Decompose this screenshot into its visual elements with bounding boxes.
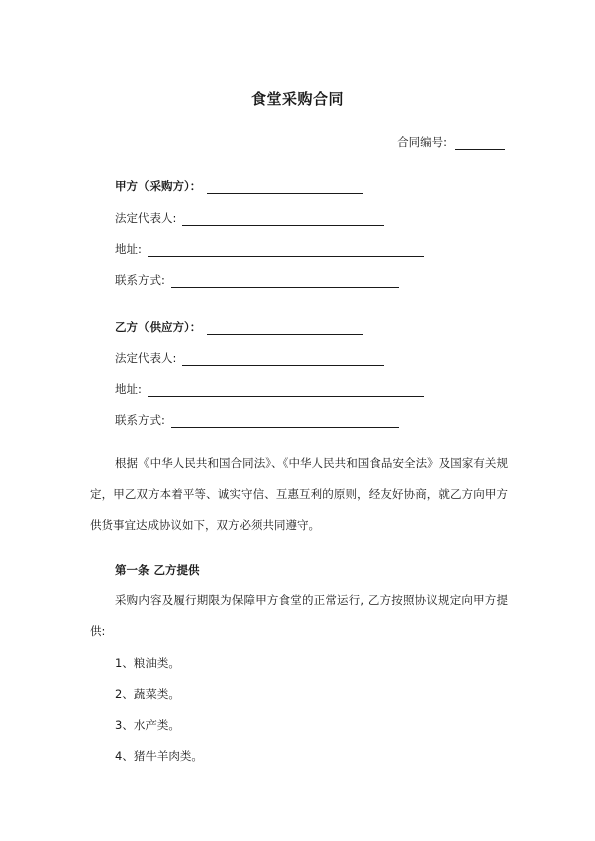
party-a-address	[115, 241, 424, 257]
party-b-address-label: 地址:	[115, 382, 142, 396]
party-a-heading: 甲方（采购方）：	[115, 179, 202, 193]
party-b-contact-blank[interactable]	[171, 415, 399, 428]
party-b-rep-label: 法定代表人:	[115, 351, 177, 365]
party-a-representative	[115, 210, 384, 226]
party-a-rep-blank[interactable]	[182, 213, 384, 226]
article-1-intro: 采购内容及履行期限为保障甲方食堂的正常运行, 乙方按照协议规定向甲方提供:	[90, 593, 508, 638]
list-item: 2、蔬菜类。	[115, 687, 180, 701]
party-b-heading: 乙方（供应方）：	[115, 320, 202, 334]
list-item: 1、粮油类。	[115, 656, 180, 670]
party-b-name-blank[interactable]	[207, 322, 363, 335]
party-a-address-blank[interactable]	[148, 244, 424, 257]
contract-number-label: 合同编号:	[397, 135, 447, 149]
page-title: 食堂采购合同	[250, 90, 344, 108]
party-b-contact	[115, 412, 399, 428]
party-b-contact-label: 联系方式:	[115, 413, 165, 427]
party-a-contact-blank[interactable]	[171, 275, 399, 288]
party-b-rep-blank[interactable]	[182, 353, 384, 366]
party-b-name	[115, 319, 363, 335]
contract-number	[397, 134, 505, 150]
party-b-address-blank[interactable]	[148, 384, 424, 397]
party-a-name-blank[interactable]	[207, 181, 363, 194]
contract-number-blank[interactable]	[455, 137, 505, 150]
party-a-name	[115, 178, 363, 194]
party-a-contact-label: 联系方式:	[115, 273, 165, 287]
list-item: 4、猪牛羊肉类。	[115, 749, 203, 763]
party-a-address-label: 地址:	[115, 242, 142, 256]
party-a-rep-label: 法定代表人:	[115, 211, 177, 225]
list-item: 3、水产类。	[115, 718, 180, 732]
article-1-heading: 第一条 乙方提供	[115, 563, 200, 577]
party-a-contact	[115, 272, 399, 288]
party-b-representative	[115, 350, 384, 366]
preamble-paragraph: 根据《中华人民共和国合同法》、《中华人民共和国食品安全法》及国家有关规定，甲乙双方本着平等、诚实守信、互惠互利的原则，经友好协商，就乙方向甲方供货事宜达成协议如下，双方必须共同遵守。	[90, 456, 508, 532]
party-b-address	[115, 381, 424, 397]
